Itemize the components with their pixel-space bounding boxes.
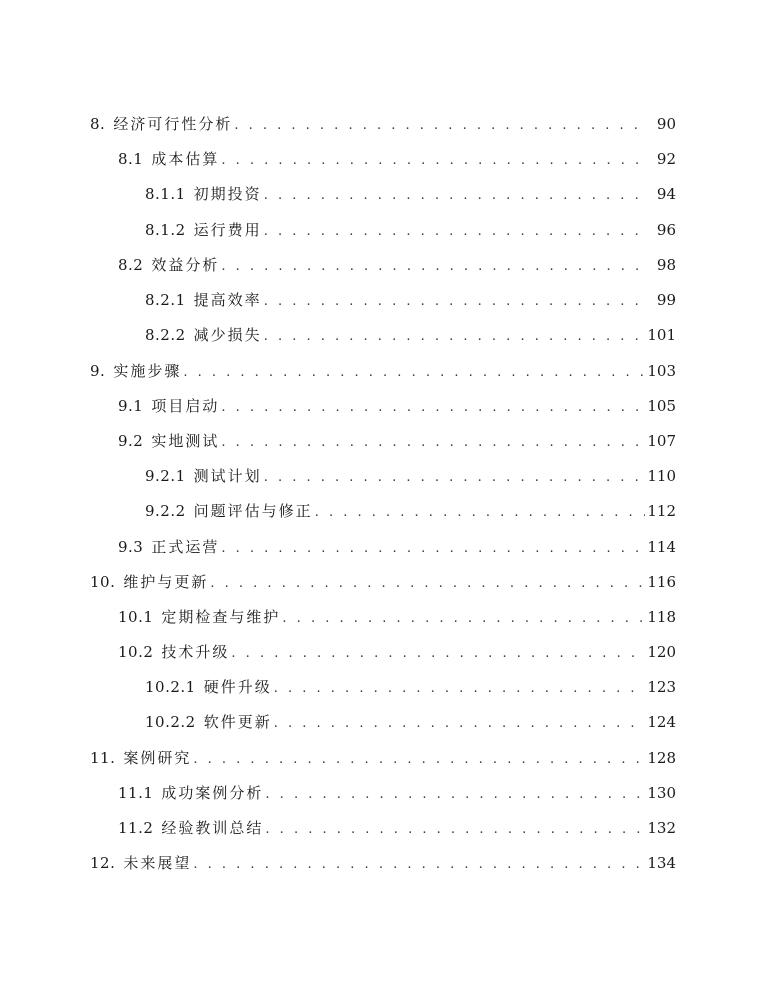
dot-leader xyxy=(315,501,646,525)
toc-title: 维护与更新 xyxy=(123,573,209,591)
toc-title: 技术升级 xyxy=(161,643,230,661)
toc-title: 提高效率 xyxy=(193,291,262,309)
toc-entry-9-2-1[interactable] xyxy=(0,464,765,488)
dot-leader xyxy=(264,184,646,208)
toc-entry-9-3[interactable] xyxy=(0,535,765,559)
dot-leader xyxy=(221,255,646,279)
toc-title: 成本估算 xyxy=(151,150,220,168)
toc-entry-10[interactable] xyxy=(0,570,765,594)
toc-title: 减少损失 xyxy=(193,326,262,344)
dot-leader xyxy=(193,748,645,772)
toc-title: 实施步骤 xyxy=(113,362,182,380)
dot-leader xyxy=(274,712,646,736)
toc-entry-8-2-2[interactable] xyxy=(0,323,765,347)
toc-title: 问题评估与修正 xyxy=(193,502,313,520)
toc-page-number: 107 xyxy=(647,432,676,450)
toc-page-number: 124 xyxy=(647,713,676,731)
toc-number: 8.1.2 xyxy=(145,221,186,239)
toc-entry-11[interactable] xyxy=(0,746,765,770)
toc-title: 经济可行性分析 xyxy=(113,115,233,133)
toc-entry-8-1[interactable] xyxy=(0,147,765,171)
toc-number: 9.3 xyxy=(118,538,144,556)
toc-entry-8-1-1[interactable] xyxy=(0,182,765,206)
toc-entry-11-2[interactable] xyxy=(0,816,765,840)
dot-leader xyxy=(264,220,646,244)
toc-title: 案例研究 xyxy=(123,749,192,767)
toc-number: 8.2.2 xyxy=(145,326,186,344)
toc-title: 定期检查与维护 xyxy=(161,608,281,626)
toc-entry-8-2[interactable] xyxy=(0,253,765,277)
toc-number: 8. xyxy=(90,115,106,133)
toc-number: 8.2.1 xyxy=(145,291,186,309)
toc-title: 经验教训总结 xyxy=(161,819,264,837)
toc-number: 11.1 xyxy=(118,784,154,802)
toc-entry-10-2-1[interactable] xyxy=(0,675,765,699)
toc-entry-9-2[interactable] xyxy=(0,429,765,453)
dot-leader xyxy=(221,431,645,455)
toc-title: 测试计划 xyxy=(193,467,262,485)
toc-entry-10-2-2[interactable] xyxy=(0,710,765,734)
dot-leader xyxy=(282,607,645,631)
toc-title: 项目启动 xyxy=(151,397,220,415)
toc-page-number: 90 xyxy=(656,115,676,133)
dot-leader xyxy=(234,114,646,138)
toc-page-number: 118 xyxy=(647,608,676,626)
dot-leader xyxy=(274,677,646,701)
toc-entry-10-2[interactable] xyxy=(0,640,765,664)
toc-entry-8-1-2[interactable] xyxy=(0,218,765,242)
toc-title: 成功案例分析 xyxy=(161,784,264,802)
dot-leader xyxy=(265,818,645,842)
dot-leader xyxy=(231,642,645,666)
toc-number: 9.2 xyxy=(118,432,144,450)
toc-number: 9. xyxy=(90,362,106,380)
toc-title: 效益分析 xyxy=(151,256,220,274)
toc-number: 10.2 xyxy=(118,643,154,661)
toc-entry-11-1[interactable] xyxy=(0,781,765,805)
toc-page-number: 94 xyxy=(656,185,676,203)
toc-page-number: 92 xyxy=(656,150,676,168)
toc-page-number: 103 xyxy=(647,362,676,380)
dot-leader xyxy=(183,361,645,385)
toc-number: 8.1 xyxy=(118,150,144,168)
dot-leader xyxy=(221,396,645,420)
toc-entry-10-1[interactable] xyxy=(0,605,765,629)
toc-title: 未来展望 xyxy=(123,854,192,872)
dot-leader xyxy=(264,466,646,490)
dot-leader xyxy=(193,853,645,877)
dot-leader xyxy=(221,537,645,561)
toc-title: 实地测试 xyxy=(151,432,220,450)
toc-number: 9.2.1 xyxy=(145,467,186,485)
toc-page-number: 112 xyxy=(647,502,676,520)
toc-page-number: 128 xyxy=(647,749,676,767)
toc-title: 正式运营 xyxy=(151,538,220,556)
toc-page-number: 110 xyxy=(647,467,676,485)
toc-page-number: 134 xyxy=(647,854,676,872)
toc-number: 10.1 xyxy=(118,608,154,626)
toc-number: 8.1.1 xyxy=(145,185,186,203)
dot-leader xyxy=(210,572,645,596)
toc-number: 8.2 xyxy=(118,256,144,274)
toc-title: 运行费用 xyxy=(193,221,262,239)
toc-number: 11.2 xyxy=(118,819,154,837)
toc-page-number: 101 xyxy=(647,326,676,344)
toc-entry-9-2-2[interactable] xyxy=(0,499,765,523)
toc-number: 10.2.1 xyxy=(145,678,196,696)
dot-leader xyxy=(265,783,645,807)
toc-page-number: 132 xyxy=(647,819,676,837)
toc-page-number: 99 xyxy=(656,291,676,309)
toc-page-number: 96 xyxy=(656,221,676,239)
toc-page-number: 120 xyxy=(647,643,676,661)
toc-entry-12[interactable] xyxy=(0,851,765,875)
toc-page-number: 123 xyxy=(647,678,676,696)
toc-page-number: 98 xyxy=(656,256,676,274)
toc-page-number: 116 xyxy=(647,573,676,591)
toc-number: 10. xyxy=(90,573,116,591)
toc-number: 9.1 xyxy=(118,397,144,415)
toc-number: 11. xyxy=(90,749,116,767)
toc-entry-9[interactable] xyxy=(0,359,765,383)
dot-leader xyxy=(221,149,646,173)
toc-title: 硬件升级 xyxy=(203,678,272,696)
toc-number: 12. xyxy=(90,854,116,872)
toc-entry-9-1[interactable] xyxy=(0,394,765,418)
dot-leader xyxy=(264,325,646,349)
toc-page-number: 105 xyxy=(647,397,676,415)
toc-entry-8[interactable] xyxy=(0,112,765,136)
dot-leader xyxy=(264,290,646,314)
toc-page-number: 114 xyxy=(647,538,676,556)
toc-entry-8-2-1[interactable] xyxy=(0,288,765,312)
toc-number: 10.2.2 xyxy=(145,713,196,731)
toc-title: 初期投资 xyxy=(193,185,262,203)
toc-page-number: 130 xyxy=(647,784,676,802)
toc-number: 9.2.2 xyxy=(145,502,186,520)
toc-title: 软件更新 xyxy=(203,713,272,731)
